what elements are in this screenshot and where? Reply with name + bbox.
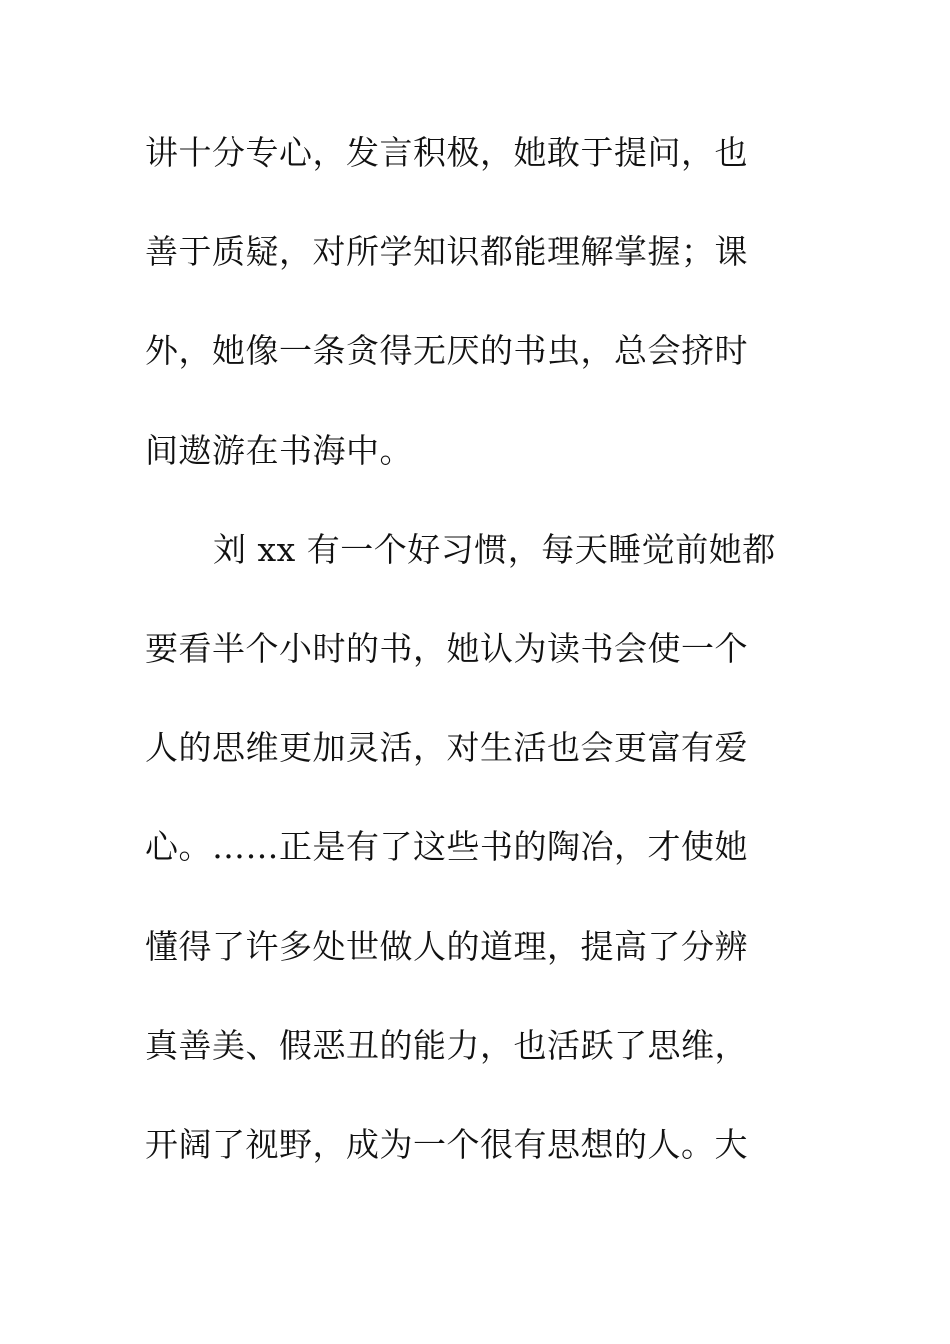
text-line: 间遨游在书海中。 [145, 430, 413, 470]
body-text [145, 122, 805, 1213]
text-line: 外，她像一条贪得无厌的书虫，总会挤时 [145, 331, 748, 371]
text-line: 讲十分专心，发言积极，她敢于提问，也 [145, 133, 748, 172]
text-line: 善于质疑，对所学知识都能理解掌握；课 [145, 232, 748, 272]
paragraph-1 [145, 122, 805, 519]
text-line-indented: 刘 xx 有一个好习惯，每天睡觉前她都 [213, 529, 776, 569]
text-line: 真善美、假恶丑的能力，也活跃了思维， [145, 1025, 748, 1065]
text-line: 要看半个小时的书，她认为读书会使一个 [145, 628, 748, 668]
text-line: 心。……正是有了这些书的陶冶，才使她 [145, 827, 748, 867]
text-line: 人的思维更加灵活，对生活也会更富有爱 [145, 728, 748, 768]
text-line: 懂得了许多处世做人的道理，提高了分辨 [145, 926, 748, 966]
paragraph-2 [145, 519, 805, 1213]
text-line: 开阔了视野，成为一个很有思想的人。大 [145, 1124, 748, 1164]
